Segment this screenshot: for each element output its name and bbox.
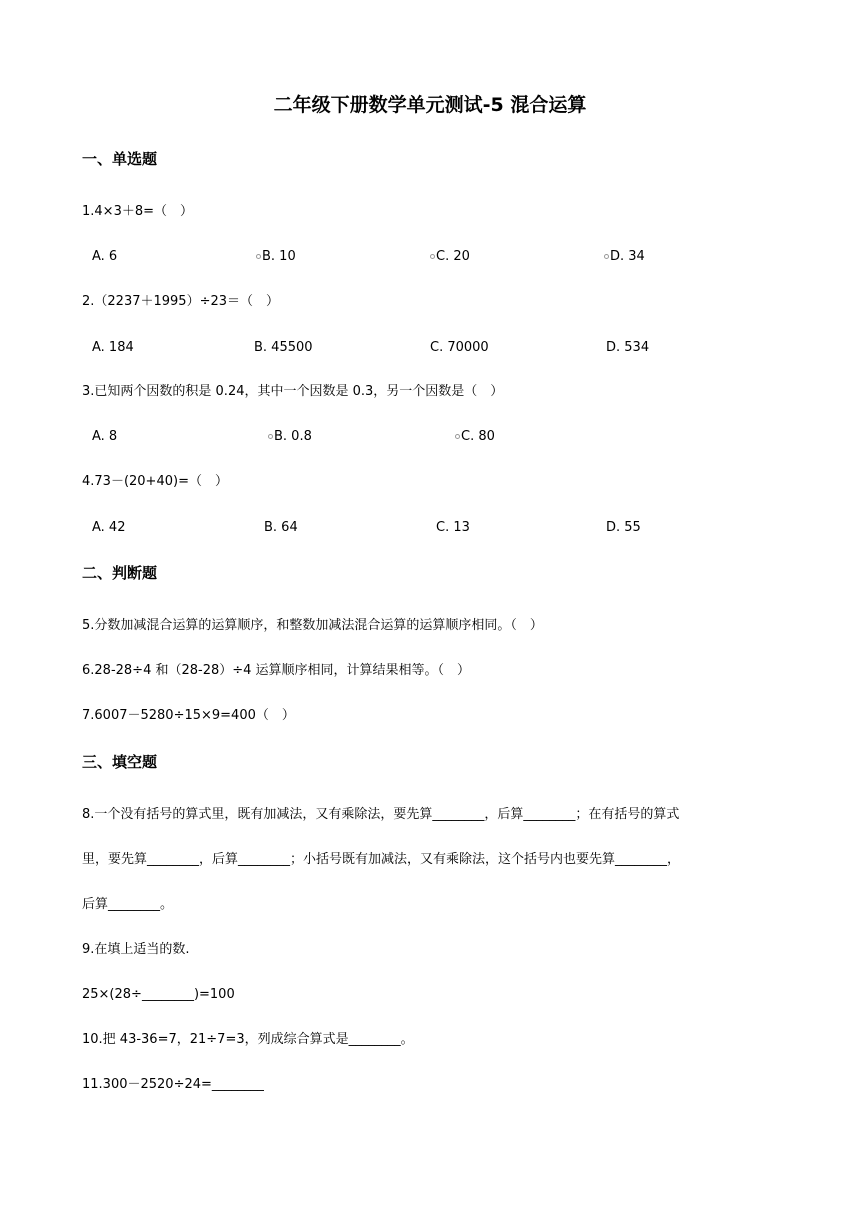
option-marker-icon xyxy=(430,254,435,259)
question-4: 4.73－(20+40)=（ ） xyxy=(82,474,228,489)
q3-option-b xyxy=(268,429,312,445)
question-9-equation: 25×(28÷________)=100 xyxy=(82,987,235,1002)
q3-option-c xyxy=(455,429,495,445)
q3-option-c-label: C. 80 xyxy=(461,429,495,444)
question-11: 11.300－2520÷24=________ xyxy=(82,1077,264,1092)
q4-option-c: C. 13 xyxy=(436,520,470,535)
q4-option-b: B. 64 xyxy=(264,520,298,535)
q2-option-b: B. 45500 xyxy=(254,340,313,355)
q1-option-d xyxy=(604,249,645,265)
q1-option-b xyxy=(256,249,296,265)
option-marker-icon xyxy=(268,434,273,439)
q1-option-c-label: C. 20 xyxy=(436,249,470,264)
q1-option-a: A. 6 xyxy=(92,249,118,264)
question-9: 9.在填上适当的数. xyxy=(82,942,190,957)
question-5: 5.分数加减混合运算的运算顺序，和整数加减法混合运算的运算顺序相同。（ ） xyxy=(82,618,543,633)
q4-option-a: A. 42 xyxy=(92,520,126,535)
q2-option-c: C. 70000 xyxy=(430,340,489,355)
question-8-line-1: 8.一个没有括号的算式里，既有加减法，又有乘除法，要先算________，后算________；在有括号的算式 xyxy=(82,807,680,822)
q1-option-b-label: B. 10 xyxy=(262,249,296,264)
question-8-line-2: 里，要先算________，后算________；小括号既有加减法，又有乘除法，这个括号内也要先算________， xyxy=(82,852,681,867)
option-marker-icon xyxy=(256,254,261,259)
page-title: 二年级下册数学单元测试-5 混合运算 xyxy=(273,94,587,116)
question-7: 7.6007－5280÷15×9=400（ ） xyxy=(82,708,295,723)
q3-option-b-label: B. 0.8 xyxy=(274,429,312,444)
question-8-line-3: 后算________。 xyxy=(82,897,174,912)
question-1: 1.4×3＋8=（ ） xyxy=(82,204,194,219)
question-6: 6.28-28÷4 和（28-28）÷4 运算顺序相同，计算结果相等。（ ） xyxy=(82,663,471,678)
q4-option-d: D. 55 xyxy=(606,520,641,535)
q3-option-a: A. 8 xyxy=(92,429,118,444)
section-heading-true-false: 二、判断题 xyxy=(82,564,158,582)
q2-option-d: D. 534 xyxy=(606,340,650,355)
option-marker-icon xyxy=(604,254,609,259)
option-marker-icon xyxy=(455,434,460,439)
section-heading-single-choice: 一、单选题 xyxy=(82,150,158,168)
question-2: 2.（2237＋1995）÷23＝（ ） xyxy=(82,294,280,309)
q2-option-a: A. 184 xyxy=(92,340,134,355)
question-3: 3.已知两个因数的积是 0.24，其中一个因数是 0.3，另一个因数是（ ） xyxy=(82,384,504,399)
section-heading-fill-blank: 三、填空题 xyxy=(82,753,158,771)
question-10: 10.把 43-36=7，21÷7=3，列成综合算式是________。 xyxy=(82,1032,414,1047)
q1-option-c xyxy=(430,249,470,265)
q1-option-d-label: D. 34 xyxy=(610,249,645,264)
